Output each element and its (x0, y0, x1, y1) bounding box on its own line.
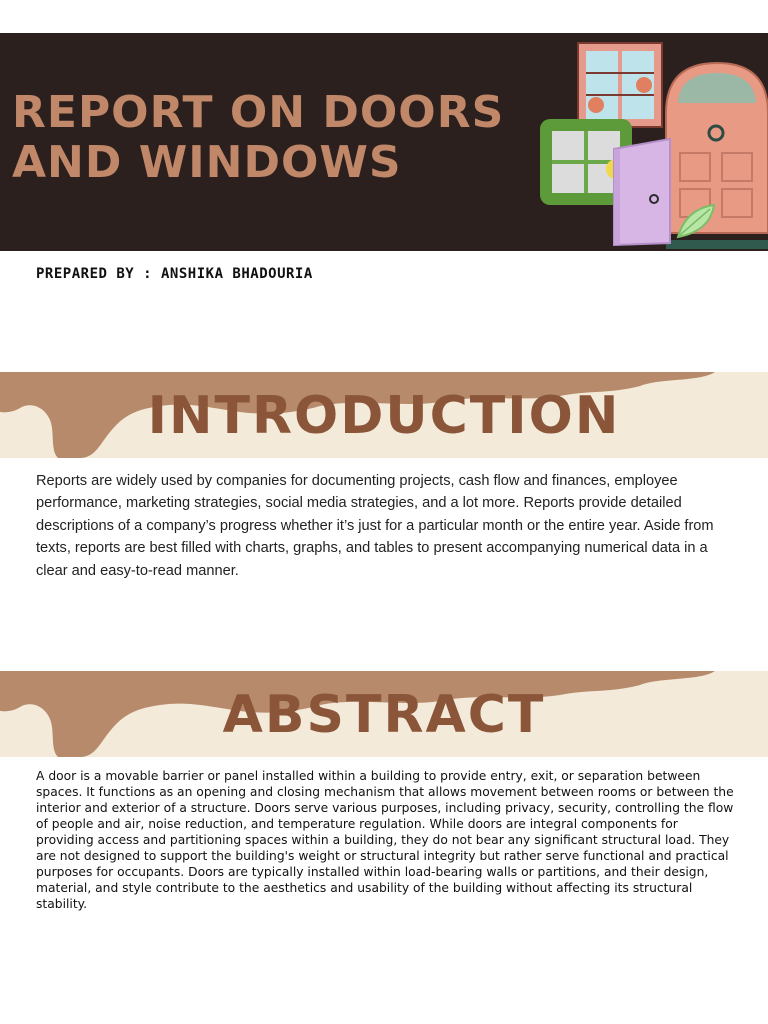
introduction-heading: INTRODUCTION (147, 386, 621, 446)
header-banner (0, 33, 768, 251)
abstract-heading: ABSTRACT (222, 685, 546, 745)
abstract-body: A door is a movable barrier or panel installed within a building to provide entry, exit, or separation between spaces. It functions as an opening and closing mechanism that allows movement between rooms or between the interior and exterior of a structure. Doors serve various purposes, including privacy, security, controlling the flow of people and air, noise reduction, and temperature regulation. While doors are integral components for providing access and partitioning spaces within a building, they do not bear any significant structural load. They are not designed to support the building's weight or structural integrity but rather serve functional and practical purposes for occupants. Doors are typically installed within load-bearing walls or partitions, and their design, material, and style contribute to the aesthetics and usability of the building without affecting its structural stability. (36, 769, 734, 911)
abstract-heading-band (0, 671, 768, 757)
prepared-by: PREPARED BY : ANSHIKA BHADOURIA (36, 266, 313, 282)
introduction-body: Reports are widely used by companies for documenting projects, cash flow and finances, employee performance, marketing strategies, social media strategies, and a lot more. Reports provide detailed descriptions of a company’s progress whether it’s just for a particular month or the entire year. Aside from texts, reports are best filled with charts, graphs, and tables to present accompanying numerical data in a clear and easy-to-read manner. (36, 473, 714, 579)
introduction-heading-band (0, 372, 768, 458)
doors-windows-illustration (530, 33, 768, 251)
report-title (12, 88, 552, 188)
report-title-line2: AND WINDOWS (12, 137, 402, 188)
door-icon (666, 63, 768, 249)
open-door-icon (614, 139, 670, 245)
report-title-line1: REPORT ON DOORS (12, 87, 505, 138)
window-icon (578, 43, 662, 127)
